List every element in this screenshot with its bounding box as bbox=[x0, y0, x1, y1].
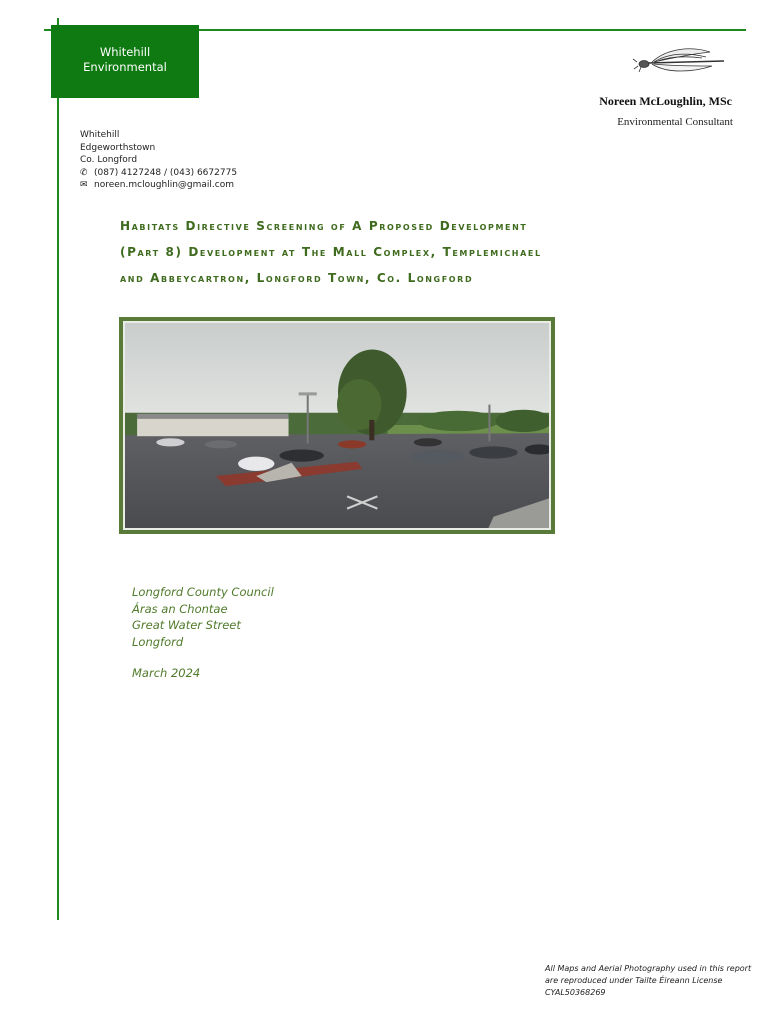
report-date: March 2024 bbox=[132, 666, 201, 680]
car-park-photo bbox=[125, 323, 549, 528]
consultant-name: Noreen McLoughlin, MSc bbox=[599, 94, 732, 108]
footnote-line-2: are reproduced under Tailte Éireann License bbox=[545, 976, 723, 985]
title-line-2: (Part 8) Development at The Mall Complex, Templemichael bbox=[120, 245, 542, 259]
cover-photo bbox=[119, 317, 555, 534]
email-address[interactable]: noreen.mcloughlin@gmail.com bbox=[94, 180, 234, 190]
dragonfly-icon bbox=[632, 44, 730, 74]
logo-line-1: Whitehill bbox=[99, 45, 151, 59]
title-line-3: and Abbeycartron, Longford Town, Co. Longford bbox=[120, 271, 474, 285]
footnote-line-1: All Maps and Aerial Photography used in this report bbox=[545, 964, 752, 973]
title-line-1: Habitats Directive Screening of A Proposed Development bbox=[120, 219, 528, 233]
left-rule bbox=[57, 18, 59, 920]
phone-row bbox=[80, 167, 237, 180]
recipient-line-4: Longford bbox=[132, 634, 184, 649]
envelope-icon: ✉ bbox=[80, 180, 88, 190]
document-title bbox=[120, 213, 720, 291]
consultant-role: Environmental Consultant bbox=[617, 116, 733, 128]
recipient-block bbox=[132, 584, 274, 682]
recipient-line-3: Great Water Street bbox=[132, 618, 241, 632]
recipient-line-1: Longford County Council bbox=[132, 585, 274, 599]
email-row bbox=[80, 179, 237, 192]
license-footnote bbox=[545, 963, 765, 999]
contact-address bbox=[80, 129, 237, 192]
recipient-line-2: Áras an Chontae bbox=[132, 601, 228, 616]
address-line-3: Co. Longford bbox=[80, 155, 138, 165]
company-logo bbox=[51, 25, 199, 98]
address-line-2: Edgeworthstown bbox=[80, 142, 156, 153]
footnote-line-3: CYAL50368269 bbox=[545, 988, 606, 997]
phone-icon: ✆ bbox=[80, 167, 88, 178]
phone-number: (087) 4127248 / (043) 6672775 bbox=[94, 167, 238, 178]
logo-line-2: Environmental bbox=[83, 60, 167, 74]
address-line-1: Whitehill bbox=[80, 130, 120, 140]
